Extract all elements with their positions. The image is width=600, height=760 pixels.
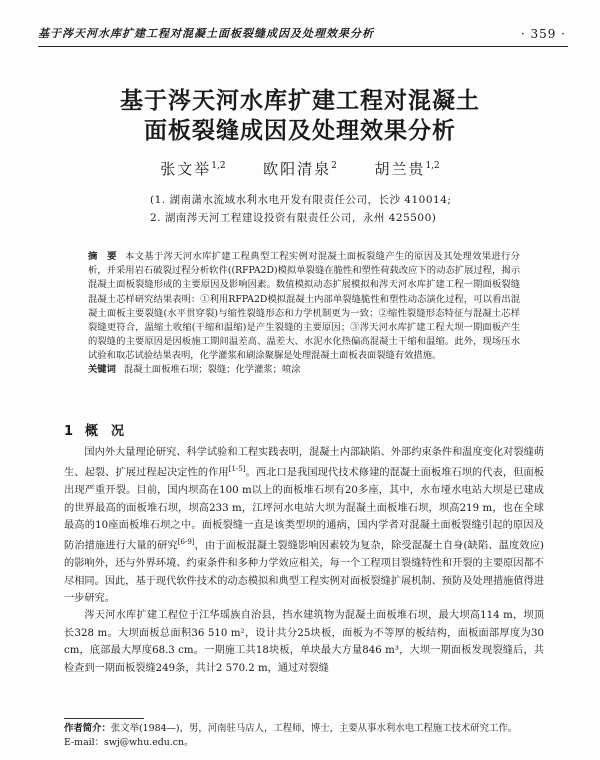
author-footnote bbox=[64, 722, 544, 750]
keywords-label: 关键词 bbox=[88, 364, 116, 375]
footnote-label: 作者简介： bbox=[64, 723, 111, 734]
keywords-text: 混凝土面板堆石坝；裂缝；化学灌浆；喷涂 bbox=[123, 364, 301, 375]
keywords bbox=[88, 363, 520, 377]
body-text bbox=[64, 444, 544, 677]
author-list bbox=[0, 158, 600, 179]
section-heading bbox=[64, 420, 124, 439]
paper-title-line-1: 基于涔天河水库扩建工程对混凝土 bbox=[120, 88, 480, 114]
affiliation-2: 2. 湖南涔天河工程建设投资有限责任公司，永州 425500) bbox=[150, 212, 437, 224]
footnote-email: E-mail：swj@whu.edu.cn。 bbox=[64, 737, 194, 748]
author-name: 胡兰贵 bbox=[374, 160, 426, 178]
running-header bbox=[38, 20, 568, 47]
paragraph-2: 涔天河水库扩建工程位于江华瑶族自治县，挡水建筑物为混凝土面板堆石坝，最大坝高114 m，坝顶长328 m。大坝面板总面积36 510 m²，设计共分25块板，面板为不等厚的板结构，面板面部厚度为30 cm，底部最大厚度68.3 cm。一期施工共18块板，单块最大方量846 m³，大坝一期面板发现裂缝后，共检查到一期面板裂缝249条，共计2 570.2 m，通过对裂缝 bbox=[64, 610, 544, 674]
footnote-divider bbox=[64, 718, 144, 719]
abstract bbox=[88, 250, 520, 364]
author-affil-mark: 1,2 bbox=[211, 161, 226, 171]
abstract-label: 摘 要 bbox=[88, 251, 117, 262]
running-title: 基于涔天河水库扩建工程对混凝土面板裂缝成因及处理效果分析 bbox=[38, 27, 374, 40]
paragraph-1 bbox=[64, 444, 544, 607]
paragraph-text: 国内外大量理论研究、科学试验和工程实践表明，混凝土内部缺陷、外部约束条件和温度变化对裂缝萌生、起裂、扩展过程起决定性的作用 bbox=[64, 447, 544, 479]
section-title: 概 况 bbox=[85, 424, 125, 439]
author-name: 张文举 bbox=[160, 160, 212, 178]
author-affil-mark: 2 bbox=[331, 161, 337, 171]
paragraph-text: 。西北口是我国现代技术修建的混凝土面板堆石坝的代表，但面板出现严重开裂。目前，国内坝高在100 m以上的面板堆石坝有20多座，其中，水布垭水电站大坝是已建成的世界最高的面板堆石坝，坝高233 m，江坪河水电站大坝为混凝土面板堆石坝，坝高219 m，也在全球最高的10座面板堆石坝之中。面板裂缝一直是该类型坝的通病，国内学者对混凝土面板裂缝引起的原因及防治措施进行大量的研究 bbox=[64, 467, 544, 552]
affiliation-1: (1. 湖南潇水流域水利水电开发有限责任公司，长沙 410014; bbox=[150, 194, 452, 206]
citation: [1-5] bbox=[228, 465, 246, 474]
footnote-text: 张文举(1984—)，男，河南驻马店人，工程师，博士，主要从事水利水电工程施工技术研究工作。 bbox=[110, 723, 518, 734]
page-number: · 359 · bbox=[520, 27, 566, 41]
section-number: 1 bbox=[64, 424, 74, 439]
citation: [6-9] bbox=[177, 538, 195, 547]
abstract-text: 本文基于涔天河水库扩建工程典型工程实例对混凝土面板裂缝产生的原因及其处理效果进行分析，并采用岩石破裂过程分析软件((RFPA2D)模拟单裂缝在脆性和塑性荷载改应下的动态扩展过程，揭示混凝土面板裂缝形成的主要原因及影响因素。数值模拟动态扩展模拟和涔天河水库扩建工程一期面板裂缝混凝土芯样研究结果表明：①利用RFPA2D模拟混凝土内部单裂缝脆性和塑性动态演化过程，可以看出混凝土面板主要裂缝(水平贯穿裂)与缩性裂缝形态和力学机制更为一致；②缩性裂缝形态特征与混凝土芯样裂缝更符合，温缩土收缩(干缩和温缩)是产生裂缝的主要原因；③涔天河水库扩建工程大坝一期面板产生的裂缝的主要原因是因板施工期间温差高、温差大、水泥水化热偏高混凝土干缩和温缩。此外，现场压水试验和取芯试验结果表明，化学灌浆和刷涂聚脲是处理混凝土面板表面裂缝有效措施。 bbox=[88, 251, 520, 362]
paper-title-line-2: 面板裂缝成因及处理效果分析 bbox=[144, 118, 456, 144]
paragraph-text: ，由于面板混凝土裂缝影响因素较为复杂，除受混凝土自身(缺陷、温度效应)的影响外，还与外界环境、约束条件和多种力学效应相关，每一个工程项目裂缝特性和开裂的主要原因都不尽相同。因此，基于现代软件技术的动态模拟和典型工程实例对面板裂缝扩展机制、预防及处理措施值得进一步研究。 bbox=[64, 540, 545, 605]
author-affil-mark: 1,2 bbox=[425, 161, 440, 171]
author-name: 欧阳清泉 bbox=[263, 160, 332, 178]
